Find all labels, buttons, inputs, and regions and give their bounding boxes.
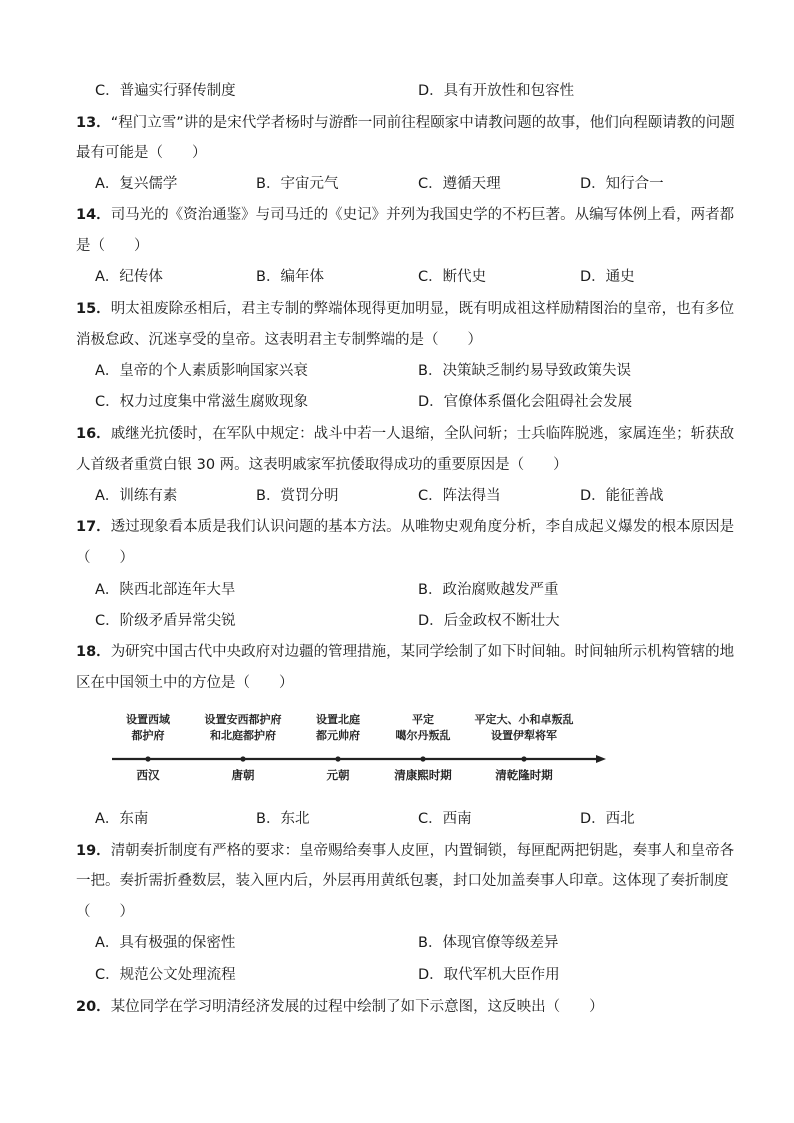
q15-option-c[interactable]: C．权力过度集中常滋生腐败现象	[95, 394, 309, 410]
q12-option-d[interactable]: D．具有开放性和包容性	[418, 83, 575, 99]
q14-option-c[interactable]: C．断代史	[418, 269, 487, 285]
q17-line1: 透过现象看本质是我们认识问题的基本方法。从唯物史观角度分析，李自成起义爆发的根本原因是	[110, 519, 735, 535]
q19-option-c[interactable]: C．规范公文处理流程	[95, 967, 236, 983]
q17-line2: （ ）	[76, 550, 134, 566]
timeline-event-1	[93, 712, 203, 744]
timeline-event-4-line1: 平定	[412, 713, 434, 726]
q18-number: 18．	[76, 644, 111, 660]
timeline-era-5: 清乾隆时期	[495, 768, 553, 782]
q18-stem	[76, 642, 734, 662]
q13-option-a[interactable]: A．复兴儒学	[95, 176, 178, 192]
timeline-event-2	[188, 712, 298, 744]
q18-option-c[interactable]: C．西南	[418, 811, 472, 827]
q19-line1: 清朝奏折制度有严格的要求：皇帝赐给奏事人皮匣，内置铜锁，每匣配两把钥匙，奏事人和皇帝各	[110, 843, 735, 859]
q17-number: 17．	[76, 519, 111, 535]
timeline-event-2-line1: 设置安西都护府	[204, 713, 282, 726]
q14-number: 14．	[76, 207, 111, 223]
timeline-era-2: 唐朝	[231, 768, 255, 782]
timeline-event-2-line2: 和北庭都护府	[210, 729, 276, 742]
timeline-era-3: 元朝	[326, 768, 350, 782]
q12-option-c[interactable]: C．普遍实行驿传制度	[95, 83, 236, 99]
q16-option-b[interactable]: B．赏罚分明	[256, 488, 339, 504]
q15-stem	[76, 299, 734, 319]
timeline-event-3-line2: 都元帅府	[316, 729, 360, 742]
q14-option-b[interactable]: B．编年体	[256, 269, 324, 285]
q20-line1: 某位同学在学习明清经济发展的过程中绘制了如下示意图，这反映出（ ）	[110, 999, 604, 1015]
q13-option-b[interactable]: B．宇宙元气	[256, 176, 339, 192]
q13-stem	[76, 113, 735, 133]
q14-line1: 司马光的《资治通鉴》与司马迁的《史记》并列为我国史学的不朽巨著。从编写体例上看，两者都	[110, 207, 735, 223]
q15-line1: 明太祖废除丞相后，君主专制的弊端体现得更加明显，既有明成祖这样励精图治的皇帝，也有多位	[110, 301, 735, 317]
q19-stem	[76, 841, 734, 861]
q14-option-d[interactable]: D．通史	[580, 269, 635, 285]
q13-line2: 最有可能是（ ）	[76, 145, 207, 161]
q15-option-d[interactable]: D．官僚体系僵化会阻碍社会发展	[418, 394, 633, 410]
timeline-event-5	[469, 712, 579, 744]
q20-number: 20．	[76, 999, 111, 1015]
q17-option-d[interactable]: D．后金政权不断壮大	[418, 613, 560, 629]
timeline-event-4	[368, 712, 478, 744]
timeline-event-4-line2: 噶尔丹叛乱	[395, 729, 451, 742]
q17-option-c[interactable]: C．阶级矛盾异常尖锐	[95, 613, 236, 629]
q20-stem	[76, 997, 604, 1017]
q18-timeline	[108, 712, 648, 792]
timeline-era-4: 清康熙时期	[394, 768, 452, 782]
q18-line1: 为研究中国古代中央政府对边疆的管理措施，某同学绘制了如下时间轴。时间轴所示机构管辖的地	[110, 644, 735, 660]
timeline-event-5-line2: 设置伊犁将军	[491, 729, 557, 742]
timeline-event-1-line1: 设置西域	[126, 713, 170, 726]
q13-option-c[interactable]: C．遵循天理	[418, 176, 501, 192]
q14-option-a[interactable]: A．纪传体	[95, 269, 163, 285]
q15-option-b[interactable]: B．决策缺乏制约易导致政策失误	[418, 363, 631, 379]
q19-option-d[interactable]: D．取代军机大臣作用	[418, 967, 560, 983]
q15-line2: 消极怠政、沉迷享受的皇帝。这表明君主专制弊端的是（ ）	[76, 332, 482, 348]
q18-option-b[interactable]: B．东北	[256, 811, 310, 827]
q16-line2: 人首级者重赏白银 30 两。这表明戚家军抗倭取得成功的重要原因是（ ）	[76, 457, 568, 473]
q16-stem	[76, 424, 734, 444]
q18-option-a[interactable]: A．东南	[95, 811, 149, 827]
q18-option-d[interactable]: D．西北	[580, 811, 635, 827]
timeline-event-5-line1: 平定大、小和卓叛乱	[474, 713, 574, 726]
timeline-event-3-line1: 设置北庭	[316, 713, 360, 726]
q15-option-a[interactable]: A．皇帝的个人素质影响国家兴衰	[95, 363, 308, 379]
q18-line2: 区在中国领土中的方位是（ ）	[76, 675, 294, 691]
q17-stem	[76, 517, 734, 537]
timeline-event-1-line2: 都护府	[131, 729, 165, 742]
q14-line2: 是（ ）	[76, 238, 149, 254]
q19-line3: （ ）	[76, 904, 134, 920]
q16-option-a[interactable]: A．训练有素	[95, 488, 178, 504]
timeline-era-1: 西汉	[136, 768, 160, 782]
q15-number: 15．	[76, 301, 111, 317]
q13-line1: “程门立雪”讲的是宋代学者杨时与游酢一同前往程颐家中请教问题的故事，他们向程颐请教的问题	[110, 115, 735, 131]
q16-number: 16．	[76, 426, 111, 442]
q19-line2: 一把。奏折需折叠数层，装入匣内后，外层再用黄纸包裹，封口处加盖奏事人印章。这体现了奏折制度	[76, 873, 729, 889]
q14-stem	[76, 205, 734, 225]
q13-option-d[interactable]: D．知行合一	[580, 176, 664, 192]
q19-number: 19．	[76, 843, 111, 859]
q17-option-a[interactable]: A．陕西北部连年大旱	[95, 582, 236, 598]
q16-line1: 戚继光抗倭时，在军队中规定：战斗中若一人退缩，全队问斩；士兵临阵脱逃，家属连坐；斩获敌	[110, 426, 735, 442]
q19-option-a[interactable]: A．具有极强的保密性	[95, 935, 236, 951]
q16-option-d[interactable]: D．能征善战	[580, 488, 664, 504]
q13-number: 13．	[76, 115, 111, 131]
q19-option-b[interactable]: B．体现官僚等级差异	[418, 935, 559, 951]
q17-option-b[interactable]: B．政治腐败越发严重	[418, 582, 559, 598]
q16-option-c[interactable]: C．阵法得当	[418, 488, 501, 504]
